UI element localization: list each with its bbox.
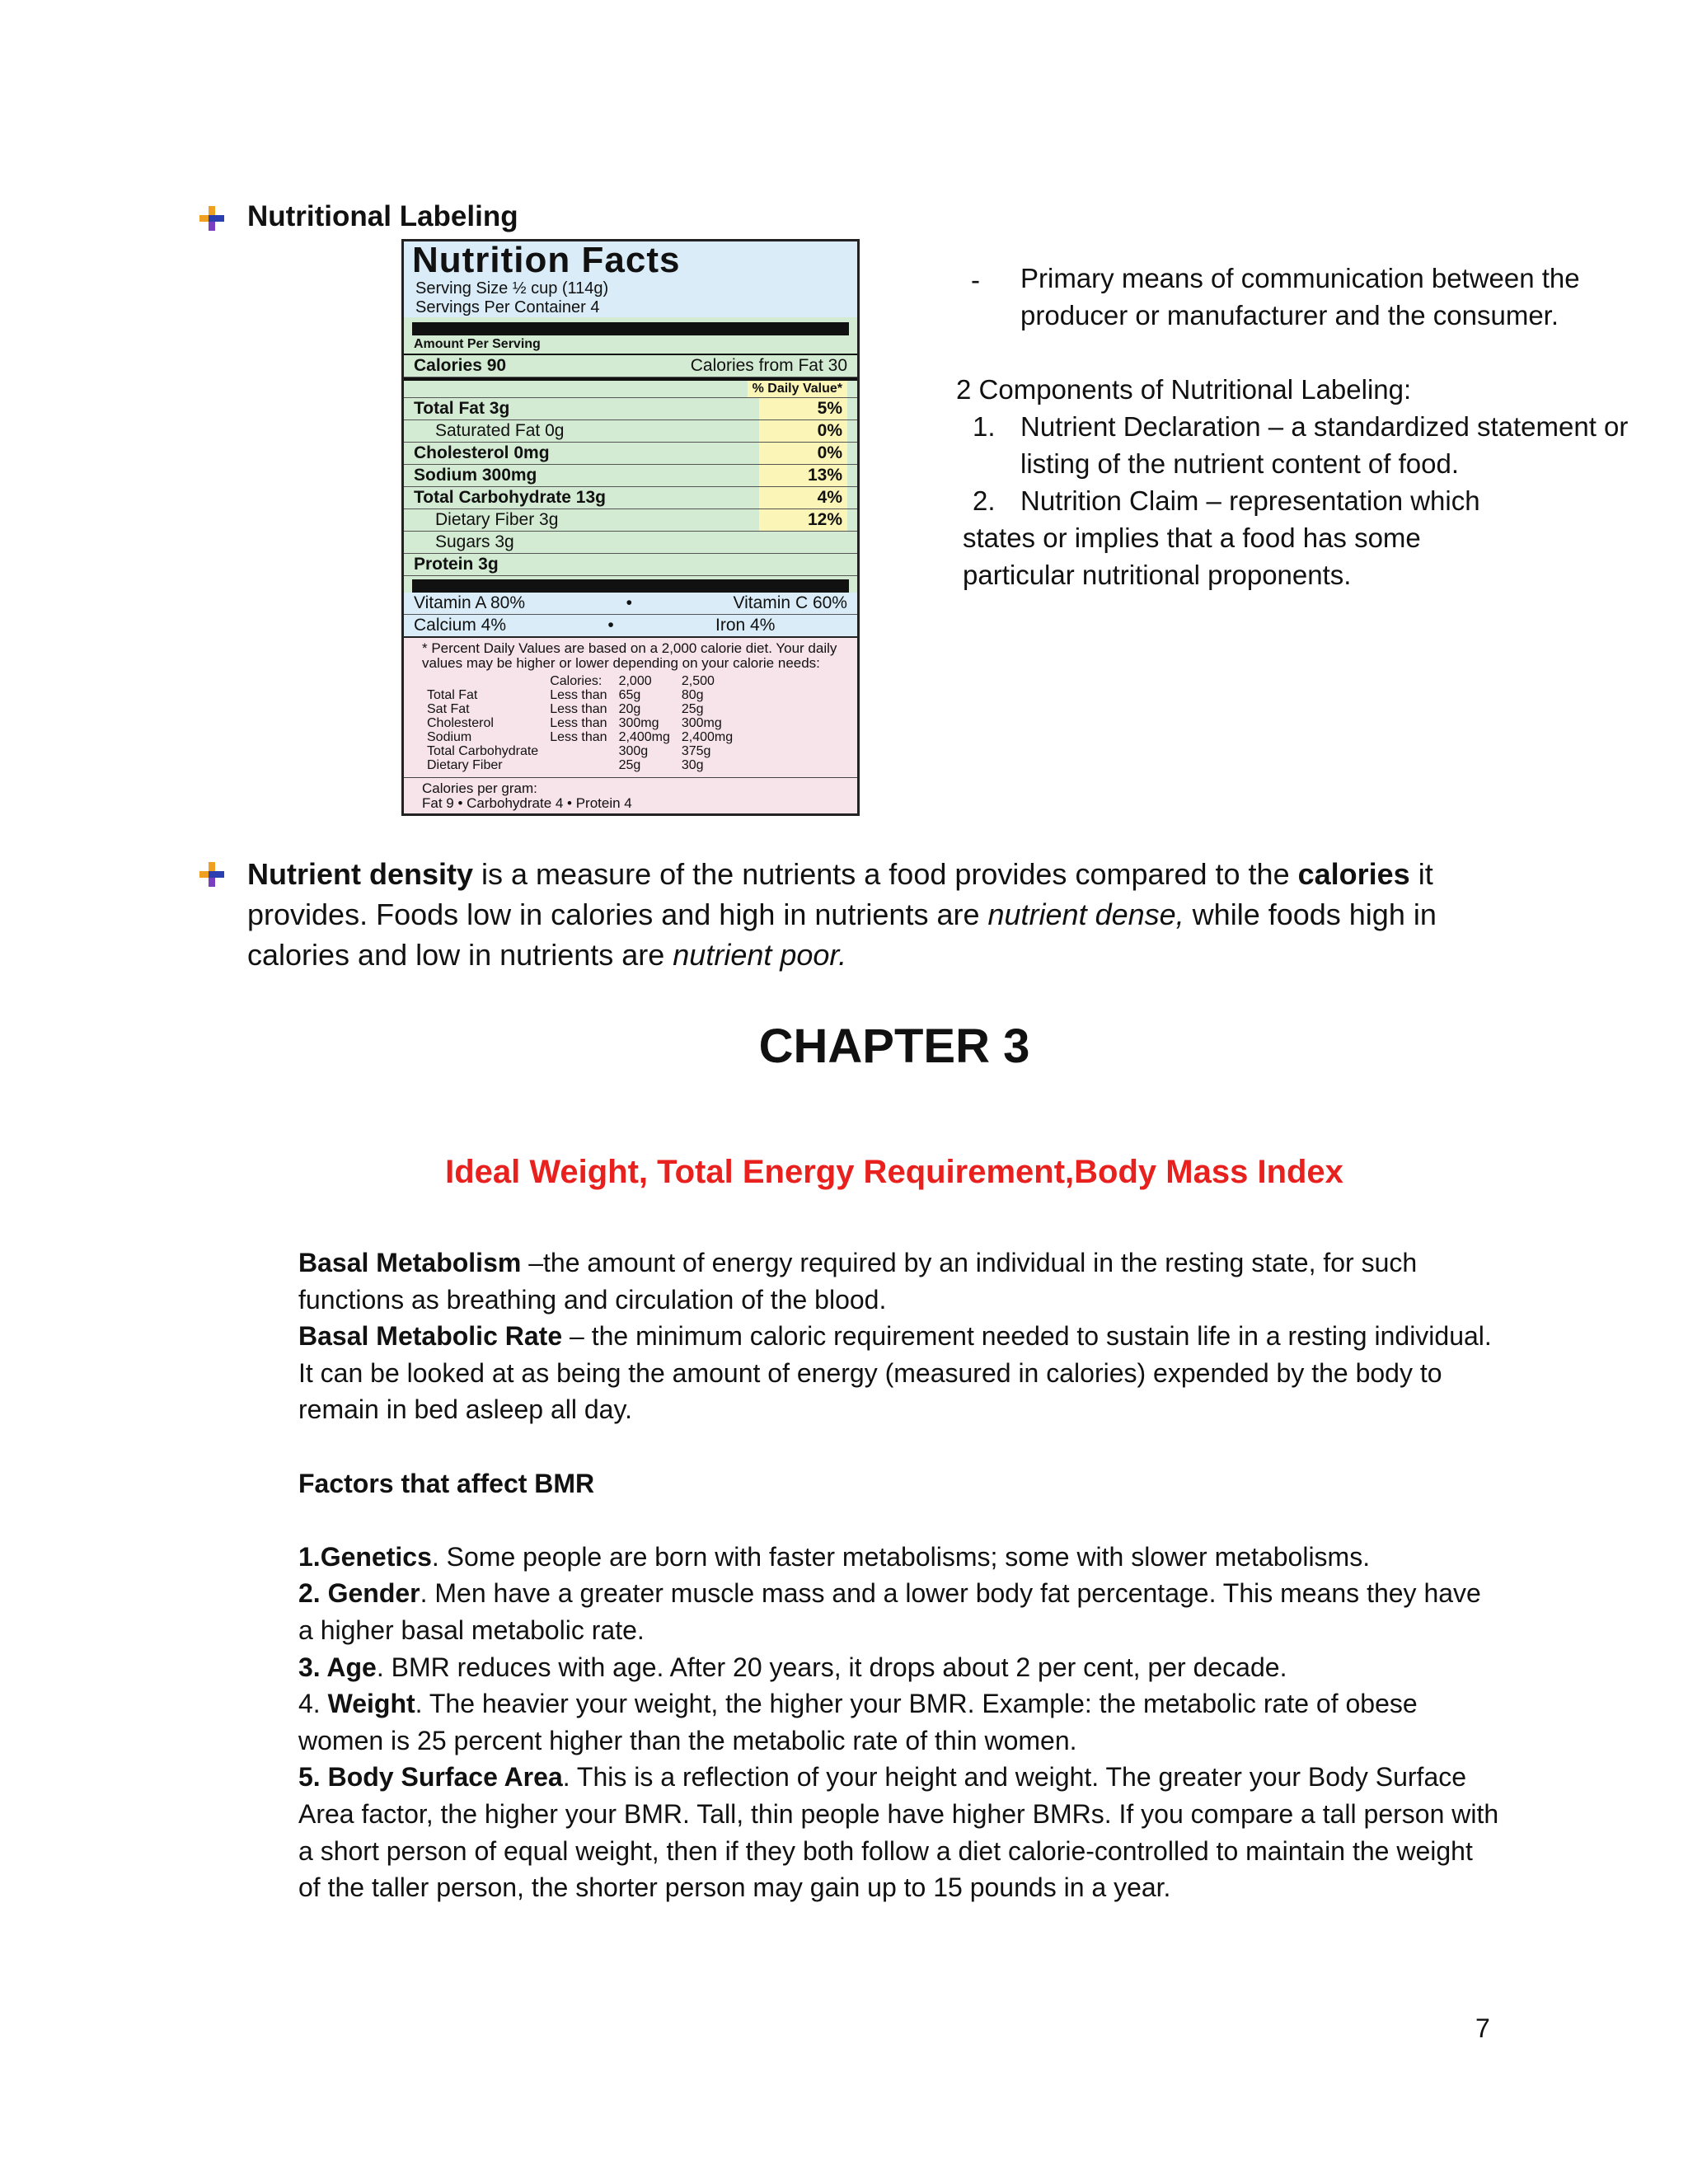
component-item-2-cont: states or implies that a food has some particular nutritional proponents.	[963, 523, 1421, 590]
nf-table-row: Sat Fat Less than 20g 25g	[427, 702, 704, 716]
nf-vitamin-a: Vitamin A 80%	[414, 593, 526, 612]
nf-table-row: Total Carbohydrate 300g 375g	[427, 744, 711, 758]
page-number: 7	[1475, 2013, 1490, 2043]
components-title: 2 Components of Nutritional Labeling:	[956, 374, 1412, 405]
nf-nutrient-row: Total Carbohydrate 13g 4%	[404, 487, 857, 509]
item-number: 1.	[973, 411, 996, 442]
nf-per-gram-values: Fat 9 • Carbohydrate 4 • Protein 4	[422, 795, 632, 811]
nf-per-gram: Calories per gram:	[422, 780, 537, 796]
component-item-2: Nutrition Claim – representation which	[1020, 485, 1480, 516]
nf-title: Nutrition Facts	[412, 240, 681, 280]
nf-nutrient-row: Dietary Fiber 3g 12%	[404, 509, 857, 532]
bullet-plus-icon	[198, 860, 226, 888]
nf-table-row: Cholesterol Less than 300mg 300mg	[427, 716, 722, 730]
bmr-content	[298, 1244, 1502, 1906]
basal-metabolism-def: Basal Metabolism –the amount of energy required by an individual in the resting state, for such functions as breathing and circulation of the blood.	[298, 1248, 1418, 1315]
factors-list	[298, 1539, 1502, 1906]
nf-vitamin-c: Vitamin C 60%	[733, 593, 847, 612]
factor-item: 3. Age. BMR reduces with age. After 20 years, it drops about 2 per cent, per decade.	[298, 1652, 1287, 1682]
nf-nutrient-row: Sugars 3g	[404, 532, 857, 554]
nf-nutrient-row: Saturated Fat 0g 0%	[404, 420, 857, 443]
nf-nutrient-row: Protein 3g	[404, 554, 857, 576]
nutrition-facts-label: Nutrition Facts Serving Size ½ cup (114g) Servings Per Container 4 Amount Per Serving Calories 90 Calories from Fat 30 % Daily Value* Total Fat 3g 5% Saturated Fat 0g 0% Cholesterol 0mg 0% Sodium 300mg 13% Total Carbohydrate 13g 4% Dietary Fiber 3g 12% Sugars 3g Protein 3g Vitamin A 80% • Vitamin C 60% Calcium 4% • Iron 4% * Percent Daily Values are based on a 2,000 calorie diet. Your daily values may be higher or lower depending on your calorie needs: Calories: 2,000 2,500 Total Fat Less than 65g 80g Sat Fat Less than 20g 25g Cholesterol Less than 300mg 300mg Sodium Less than 2,400mg 2,400mg Total Carbohydrate 300g 375g Dietary Fiber 25g 30g Calories per gram: Fat 9 • Carbohydrate 4 • Protein 4	[401, 239, 860, 816]
basal-metabolic-rate-def: Basal Metabolic Rate – the minimum caloric requirement needed to sustain life in a resting individual. It can be looked at as being the amount of energy (measured in calories) expended by the body to remain in bed asleep all day.	[298, 1321, 1492, 1425]
nf-amount-per: Amount Per Serving	[414, 337, 541, 351]
nf-table-row: Sodium Less than 2,400mg 2,400mg	[427, 730, 734, 744]
nf-nutrient-row: Sodium 300mg 13%	[404, 465, 857, 487]
nf-dv-table: Calories: 2,000 2,500 Total Fat Less than 65g 80g Sat Fat Less than 20g 25g Cholesterol Less than 300mg 300mg Sodium Less than 2,400mg 2,400mg Total Carbohydrate 300g 375g Dietary Fiber 25g 30g	[427, 674, 744, 772]
nf-calories: Calories 90	[414, 356, 507, 375]
nf-iron: Iron 4%	[715, 616, 776, 635]
labeling-definition: Primary means of communication between the producer or manufacturer and the consumer.	[1020, 263, 1580, 330]
nf-calories-fat: Calories from Fat 30	[690, 356, 847, 375]
component-item-1: Nutrient Declaration – a standardized statement or listing of the nutrient content of food.	[1020, 411, 1629, 479]
factor-item: 4. Weight. The heavier your weight, the higher your BMR. Example: the metabolic rate of obese women is 25 percent higher than the metabolic rate of thin women.	[298, 1689, 1418, 1755]
nf-servings-per: Servings Per Container 4	[415, 298, 600, 316]
nf-dv-header: % Daily Value*	[748, 381, 847, 397]
nf-table-row: Total Fat Less than 65g 80g	[427, 688, 704, 702]
dash: -	[971, 265, 980, 295]
nf-serving-size: Serving Size ½ cup (114g)	[415, 279, 609, 298]
nf-nutrient-row: Cholesterol 0mg 0%	[404, 443, 857, 465]
factor-item: 2. Gender. Men have a greater muscle mass and a lower body fat percentage. This means they have a higher basal metabolic rate.	[298, 1578, 1481, 1645]
nf-nutrient-row: Total Fat 3g 5%	[404, 398, 857, 420]
factor-item: 5. Body Surface Area. This is a reflection of your height and weight. The greater your Body Surface Area factor, the higher your BMR. Tall, thin people have higher BMRs. If you compare a tall person with a short person of equal weight, then if they both follow a diet calorie-controlled to maintain the weight of the taller person, the shorter person may gain up to 15 pounds in a year.	[298, 1762, 1499, 1903]
factors-heading: Factors that affect BMR	[298, 1468, 595, 1498]
nf-footnote: * Percent Daily Values are based on a 2,000 calorie diet. Your daily values may be higher or lower depending on your calorie needs:	[422, 640, 837, 671]
factor-item: 1.Genetics. Some people are born with faster metabolisms; some with slower metabolisms.	[298, 1541, 1371, 1572]
nf-calcium: Calcium 4%	[414, 616, 507, 635]
chapter-subtitle: Ideal Weight, Total Energy Requirement,Body Mass Index	[445, 1154, 1343, 1190]
chapter-title: CHAPTER 3	[758, 1019, 1030, 1073]
item-number: 2.	[973, 485, 996, 516]
nutrient-density-paragraph: Nutrient density is a measure of the nutrients a food provides compared to the calories it provides. Foods low in calories and high in nutrients are nutrient dense, while foods high in calories and low in nutrients are nutrient poor.	[247, 857, 1437, 972]
bullet-plus-icon	[198, 204, 226, 232]
nf-table-row: Dietary Fiber 25g 30g	[427, 758, 704, 772]
section-heading-nutritional-labeling: Nutritional Labeling	[247, 200, 518, 232]
